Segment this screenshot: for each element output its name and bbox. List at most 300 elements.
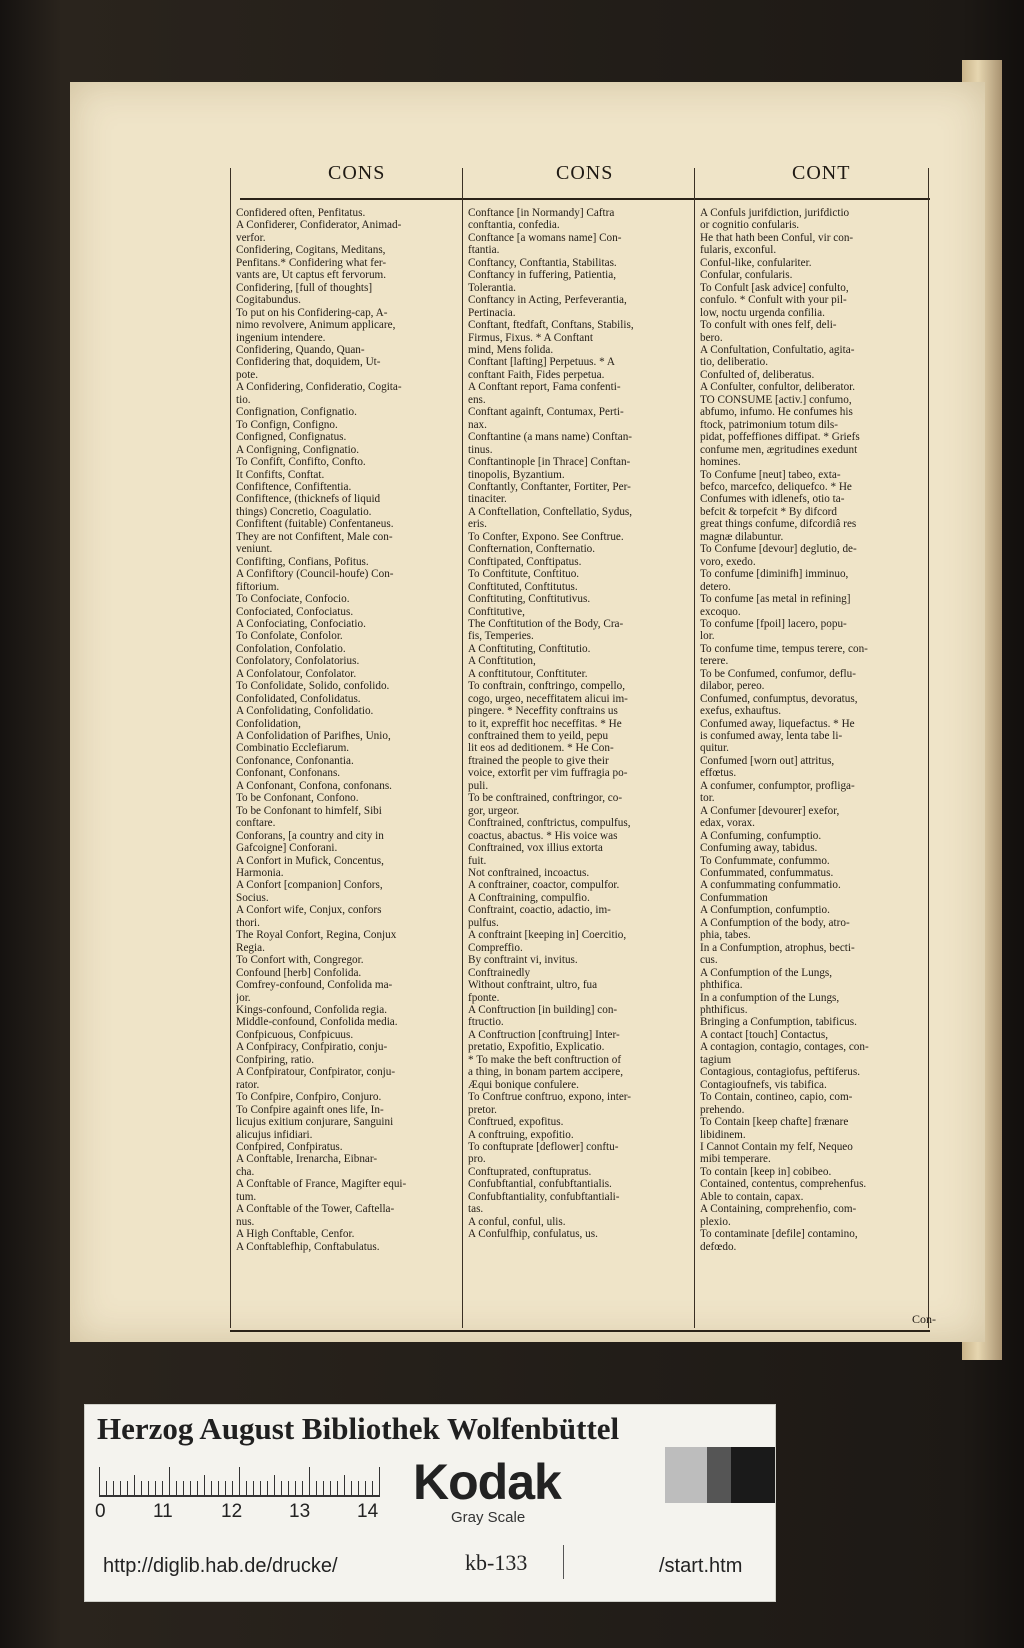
ruler-tick bbox=[323, 1481, 324, 1497]
dictionary-entry-line: To confume time, tempus terere, con- bbox=[700, 642, 868, 655]
dictionary-entry-line: Conftancy in Acting, Perfeverantia, bbox=[468, 294, 627, 307]
dictionary-entry-line: phia, tabes. bbox=[700, 929, 751, 942]
dictionary-entry-line: A Conftraining, compulfio. bbox=[468, 891, 590, 904]
dictionary-column-3 bbox=[700, 207, 924, 1327]
dictionary-entry-line: gor, urgeor. bbox=[468, 804, 520, 817]
dictionary-entry-line: tio. bbox=[236, 393, 251, 406]
ruler-tick bbox=[365, 1481, 366, 1497]
dictionary-entry-line: nimo revolvere, Animum applicare, bbox=[236, 319, 396, 332]
dictionary-entry-line: pretatio, Expofitio, Explicatio. bbox=[468, 1041, 605, 1054]
dictionary-entry-line: Conftancy in fuffering, Patientia, bbox=[468, 269, 616, 282]
dictionary-entry-line: Firmus, Fixus. * A Conftant bbox=[468, 331, 593, 344]
dictionary-entry-line: Compreffio. bbox=[468, 941, 523, 954]
dictionary-entry-line: Confociated, Confociatus. bbox=[236, 605, 354, 618]
dictionary-entry-line: A Confonant, Confona, confonans. bbox=[236, 779, 392, 792]
dictionary-entry-line: fuit. bbox=[468, 854, 487, 867]
dictionary-entry-line: To Confult [ask advice] confulto, bbox=[700, 281, 849, 294]
dictionary-entry-line: Confolation, Confolatio. bbox=[236, 642, 346, 655]
dictionary-entry-line: exefus, exhauftus. bbox=[700, 705, 782, 718]
dictionary-entry-line: Confubftantiality, confubftantiali- bbox=[468, 1190, 620, 1203]
dictionary-entry-line: To be Confonant, Confono. bbox=[236, 792, 359, 805]
dictionary-entry-line: defœdo. bbox=[700, 1240, 737, 1253]
dictionary-entry-line: A Confumption of the Lungs, bbox=[700, 966, 833, 979]
scale-number: 13 bbox=[289, 1501, 311, 1522]
ruler-tick bbox=[267, 1481, 268, 1497]
dictionary-entry-line: A Confulfhip, confulatus, us. bbox=[468, 1228, 598, 1241]
dictionary-entry-line: Conful-like, confulariter. bbox=[700, 256, 812, 269]
dictionary-entry-line: prehendo. bbox=[700, 1103, 745, 1116]
dictionary-entry-line: homines. bbox=[700, 456, 741, 469]
ruler-tick bbox=[358, 1481, 359, 1497]
dictionary-entry-line: A Conftellation, Conftellatio, Sydus, bbox=[468, 505, 633, 518]
dictionary-entry-line: To be conftrained, conftringor, co- bbox=[468, 792, 623, 805]
dictionary-entry-line: Confolidated, Confolidatus. bbox=[236, 692, 361, 705]
dictionary-entry-line: a thing, in bonam partem accipere, bbox=[468, 1066, 624, 1079]
dictionary-entry-line: Confumed [worn out] attritus, bbox=[700, 754, 835, 767]
dictionary-entry-line: Confternation, Confternatio. bbox=[468, 543, 596, 556]
dictionary-entry-line: Confidered often, Penfitatus. bbox=[236, 207, 366, 219]
dictionary-entry-line: great things confume, difcordiâ res bbox=[700, 518, 857, 531]
dictionary-entry-line: A Confumption of the body, atro- bbox=[700, 916, 850, 929]
dictionary-entry-line: things) Concretio, Coagulatio. bbox=[236, 505, 372, 518]
dictionary-entry-line: Middle-confound, Confolida media. bbox=[236, 1016, 398, 1029]
dictionary-entry-line: Not conftrained, incoactus. bbox=[468, 867, 590, 880]
dictionary-entry-line: Confolatory, Confolatorius. bbox=[236, 655, 360, 668]
dictionary-entry-line: Gafcoigne] Conforani. bbox=[236, 842, 338, 855]
dictionary-entry-line: conftare. bbox=[236, 817, 276, 830]
dictionary-entry-line: puli. bbox=[468, 779, 489, 792]
dictionary-entry-line: tum. bbox=[236, 1190, 257, 1203]
dictionary-entry-line: A Confulter, confultor, deliberator. bbox=[700, 381, 856, 394]
dictionary-entry-line: To confume [fpoil] lacero, popu- bbox=[700, 617, 847, 630]
dictionary-entry-line: In a Confumption, atrophus, becti- bbox=[700, 941, 855, 954]
dictionary-entry-line: Confonance, Confonantia. bbox=[236, 754, 354, 767]
dictionary-entry-line: Confummated, confummatus. bbox=[700, 867, 834, 880]
dictionary-entry-line: Confular, confularis. bbox=[700, 269, 793, 282]
dictionary-entry-line: A Confpiratour, Confpirator, conju- bbox=[236, 1066, 396, 1079]
dictionary-entry-line: By conftraint vi, invitus. bbox=[468, 954, 578, 967]
dictionary-entry-line: Conftituting, Conftitutivus. bbox=[468, 593, 591, 606]
dictionary-entry-line: Contained, contentus, comprehenfus. bbox=[700, 1178, 867, 1191]
dictionary-entry-line: lor. bbox=[700, 630, 715, 643]
ruler-tick bbox=[141, 1481, 142, 1497]
dictionary-entry-line: A Confpiracy, Confpiratio, conju- bbox=[236, 1041, 388, 1054]
dictionary-entry-line: Æqui bonique confulere. bbox=[468, 1078, 579, 1091]
dictionary-entry-line: abfumo, infumo. He confumes his bbox=[700, 406, 853, 419]
dictionary-entry-line: To Confolate, Confolor. bbox=[236, 630, 343, 643]
dictionary-entry-line: They are not Confiftent, Male con- bbox=[236, 530, 393, 543]
dictionary-entry-line: voice, extorfit per vim fuffragia po- bbox=[468, 767, 628, 780]
dictionary-entry-line: dilabor, pereo. bbox=[700, 680, 765, 693]
dictionary-entry-line: In a confumption of the Lungs, bbox=[700, 991, 840, 1004]
dictionary-entry-line: He that hath been Conful, vir con- bbox=[700, 231, 854, 244]
dictionary-entry-line: pidat, poffeffiones diffipat. * Griefs bbox=[700, 431, 860, 444]
dictionary-entry-line: To contaminate [defile] contamino, bbox=[700, 1228, 858, 1241]
dictionary-entry-line: To put on his Confidering-cap, A- bbox=[236, 306, 388, 319]
ruler-tick bbox=[309, 1467, 310, 1497]
dictionary-entry-line: tas. bbox=[468, 1203, 484, 1216]
dictionary-entry-line: A confummating confummatio. bbox=[700, 879, 841, 892]
dictionary-entry-line: low, noctu urgenda confilia. bbox=[700, 306, 825, 319]
ruler-tick bbox=[246, 1481, 247, 1497]
dictionary-entry-line: Able to contain, capax. bbox=[700, 1190, 804, 1203]
dictionary-entry-line: conftant Faith, Fides perpetua. bbox=[468, 368, 605, 381]
dictionary-entry-line: A Confolidation of Parifhes, Unio, bbox=[236, 730, 391, 743]
dictionary-entry-line: To Contain [keep chafte] frænare bbox=[700, 1116, 849, 1129]
dictionary-entry-line: Configned, Confignatus. bbox=[236, 431, 347, 444]
dictionary-entry-line: Conftant, ftedfaft, Conftans, Stabilis, bbox=[468, 319, 634, 332]
ruler-tick bbox=[337, 1481, 338, 1497]
dictionary-entry-line: A conftruing, expofitio. bbox=[468, 1128, 574, 1141]
ruler-tick bbox=[239, 1467, 240, 1497]
dictionary-entry-line: A High Conftable, Cenfor. bbox=[236, 1228, 355, 1241]
dictionary-entry-line: A Confumption, confumptio. bbox=[700, 904, 830, 917]
dictionary-entry-line: A conftitutour, Conftituter. bbox=[468, 667, 588, 680]
dictionary-entry-line: The Royal Confort, Regina, Conjux bbox=[236, 929, 397, 942]
dictionary-entry-line: Socius. bbox=[236, 891, 269, 904]
dictionary-entry-line: To be Confonant to himfelf, Sibi bbox=[236, 804, 382, 817]
dictionary-entry-line: Conftantly, Conftanter, Fortiter, Per- bbox=[468, 480, 631, 493]
dictionary-entry-line: Confidering, Cogitans, Meditans, bbox=[236, 244, 386, 257]
dictionary-entry-line: tio, deliberatio. bbox=[700, 356, 769, 369]
dictionary-entry-line: To confult with ones felf, deli- bbox=[700, 319, 837, 332]
dictionary-entry-line: fponte. bbox=[468, 991, 500, 1004]
dictionary-entry-line: Bringing a Confumption, tabificus. bbox=[700, 1016, 857, 1029]
dictionary-entry-line: To Confter, Expono. See Conftrue. bbox=[468, 530, 624, 543]
dictionary-entry-line: Confignation, Confignatio. bbox=[236, 406, 357, 419]
dictionary-entry-line: To contain [keep in] cobibeo. bbox=[700, 1165, 832, 1178]
ruler-tick bbox=[225, 1481, 226, 1497]
dictionary-entry-line: A contact [touch] Contactus, bbox=[700, 1028, 829, 1041]
dictionary-entry-line: To Confolidate, Solido, confolido. bbox=[236, 680, 390, 693]
dictionary-entry-line: befco, marcefco, deliquefco. * He bbox=[700, 480, 852, 493]
dictionary-entry-line: eris. bbox=[468, 518, 487, 531]
ruler-tick bbox=[330, 1481, 331, 1497]
dictionary-entry-line: pretor. bbox=[468, 1103, 497, 1116]
dictionary-entry-line: mibi temperare. bbox=[700, 1153, 771, 1166]
dictionary-entry-line: pro. bbox=[468, 1153, 486, 1166]
dictionary-entry-line: excoquo. bbox=[700, 605, 741, 618]
dictionary-entry-line: Conftantine (a mans name) Conftan- bbox=[468, 431, 633, 444]
dictionary-entry-line: A Conftruction [conftruing] Inter- bbox=[468, 1028, 620, 1041]
dictionary-entry-line: voro, exedo. bbox=[700, 555, 756, 568]
dictionary-entry-line: A Conftant report, Fama confenti- bbox=[468, 381, 621, 394]
dictionary-entry-line: lit eos ad deditionem. * He Con- bbox=[468, 742, 614, 755]
dictionary-entry-line: A contagion, contagio, contages, con- bbox=[700, 1041, 869, 1054]
dictionary-entry-line: A Confiftory (Council-houfe) Con- bbox=[236, 568, 394, 581]
ruler-tick bbox=[316, 1481, 317, 1497]
dictionary-entry-line: A Conftruction [in building] con- bbox=[468, 1004, 618, 1016]
dictionary-entry-line: Cogitabundus. bbox=[236, 294, 301, 307]
scale-number: 0 bbox=[95, 1501, 106, 1522]
dictionary-entry-line: Conftipated, Conftipatus. bbox=[468, 555, 582, 568]
dictionary-entry-line: Without conftraint, ultro, fua bbox=[468, 979, 598, 992]
dictionary-entry-line: Conftancy, Conftantia, Stabilitas. bbox=[468, 256, 617, 269]
dictionary-entry-line: Pertinacia. bbox=[468, 306, 516, 319]
running-head-right: CONT bbox=[792, 162, 851, 184]
dictionary-entry-line: The Conftitution of the Body, Cra- bbox=[468, 617, 624, 630]
dictionary-entry-line: jor. bbox=[236, 991, 251, 1004]
dictionary-entry-line: conftrained them to yeild, pepu bbox=[468, 730, 609, 743]
dictionary-entry-line: A Confociating, Confociatio. bbox=[236, 617, 366, 630]
dictionary-entry-line: verfor. bbox=[236, 231, 266, 244]
dictionary-entry-line: To Confign, Configno. bbox=[236, 418, 338, 431]
ruler-tick bbox=[288, 1481, 289, 1497]
dictionary-entry-line: Confiftent (fuitable) Confentaneus. bbox=[236, 518, 394, 531]
dictionary-entry-line: Conftuprated, conftupratus. bbox=[468, 1165, 592, 1178]
dictionary-entry-line: mind, Mens folida. bbox=[468, 343, 554, 356]
ruler-tick bbox=[120, 1481, 121, 1497]
dictionary-entry-line: To Confummate, confummo. bbox=[700, 854, 830, 867]
gray-scale-label: Gray Scale bbox=[451, 1509, 526, 1526]
ruler-tick bbox=[127, 1481, 128, 1497]
column-rule-2 bbox=[694, 168, 695, 1328]
ruler-tick bbox=[169, 1467, 170, 1497]
dictionary-entry-line: conftantia, confedia. bbox=[468, 219, 560, 232]
dictionary-entry-line: To confume [as metal in refining] bbox=[700, 593, 851, 606]
dictionary-entry-line: A Confidering, Confideratio, Cogita- bbox=[236, 381, 402, 394]
dictionary-entry-line: A Confultation, Confultatio, agita- bbox=[700, 343, 855, 356]
dictionary-entry-line: Confumes with idlenefs, otio ta- bbox=[700, 493, 845, 506]
ruler-tick bbox=[162, 1481, 163, 1497]
dictionary-entry-line: cus. bbox=[700, 954, 718, 967]
dictionary-entry-line: Conftrued, expofitus. bbox=[468, 1116, 564, 1129]
dictionary-entry-line: rator. bbox=[236, 1078, 260, 1091]
shelf-separator bbox=[563, 1545, 564, 1579]
dictionary-entry-line: * To make the beft conftruction of bbox=[468, 1053, 622, 1066]
column-rule-right bbox=[928, 168, 929, 1328]
scale-number: 14 bbox=[357, 1501, 379, 1522]
dictionary-entry-line: edax, vorax. bbox=[700, 817, 755, 830]
dictionary-entry-line: Confidering, [full of thoughts] bbox=[236, 281, 373, 294]
dictionary-entry-line: To Confort with, Congregor. bbox=[236, 954, 364, 967]
dictionary-column-1 bbox=[236, 207, 460, 1327]
dictionary-entry-line: thori. bbox=[236, 916, 260, 929]
ruler-tick bbox=[99, 1467, 100, 1497]
dictionary-entry-line: Conftant [lafting] Perpetuus. * A bbox=[468, 356, 615, 369]
ruler-tick bbox=[176, 1481, 177, 1497]
dictionary-entry-line: Confound [herb] Confolida. bbox=[236, 966, 362, 979]
dictionary-entry-line: A Confolidating, Confolidatio. bbox=[236, 705, 374, 718]
dictionary-entry-line: phthificus. bbox=[700, 1004, 748, 1016]
ruler-tick bbox=[232, 1481, 233, 1497]
dictionary-entry-line: To Confociate, Confocio. bbox=[236, 593, 350, 606]
dictionary-entry-line: detero. bbox=[700, 580, 731, 593]
dictionary-entry-line: Confidering that, doquidem, Ut- bbox=[236, 356, 381, 369]
ruler-tick bbox=[344, 1475, 345, 1497]
column-rule-1 bbox=[462, 168, 463, 1328]
dictionary-entry-line: Confolidation, bbox=[236, 717, 301, 730]
ruler-tick bbox=[302, 1481, 303, 1497]
dictionary-entry-line: Confonant, Confonans. bbox=[236, 767, 341, 780]
dictionary-entry-line: Confubftantial, confubftantialis. bbox=[468, 1178, 612, 1191]
ruler-tick bbox=[155, 1481, 156, 1497]
url-left: http://diglib.hab.de/drucke/ bbox=[103, 1555, 338, 1577]
dictionary-entry-line: ftrained the people to give their bbox=[468, 754, 609, 767]
dictionary-entry-line: confume men, ægritudines exedunt bbox=[700, 443, 858, 456]
scale-number: 12 bbox=[221, 1501, 243, 1522]
bottom-rule bbox=[230, 1330, 930, 1332]
running-head-left: CONS bbox=[328, 162, 386, 184]
dictionary-entry-line: To confume [diminifh] imminuo, bbox=[700, 568, 849, 581]
dictionary-entry-line: A Conftable of the Tower, Caftella- bbox=[236, 1203, 395, 1216]
dictionary-entry-line: Comfrey-confound, Confolida ma- bbox=[236, 979, 393, 992]
dictionary-entry-line: To Confume [devour] deglutio, de- bbox=[700, 543, 857, 556]
catchword: Con- bbox=[912, 1312, 936, 1326]
ruler-tick bbox=[281, 1481, 282, 1497]
dictionary-entry-line: ftantia. bbox=[468, 244, 500, 257]
dictionary-entry-line: Conftitutive, bbox=[468, 605, 525, 618]
dictionary-entry-line: effœtus. bbox=[700, 767, 737, 780]
ruler-tick bbox=[372, 1481, 373, 1497]
dictionary-entry-line: Conftance [a womans name] Con- bbox=[468, 231, 622, 244]
dictionary-entry-line: Conftrained, vox illius extorta bbox=[468, 842, 603, 855]
dictionary-entry-line: cha. bbox=[236, 1165, 255, 1178]
ruler-tick bbox=[197, 1481, 198, 1497]
dictionary-entry-line: Penfitans.* Confidering what fer- bbox=[236, 256, 387, 269]
dictionary-entry-line: Conftituted, Conftitutus. bbox=[468, 580, 578, 593]
dictionary-entry-line: Conftance [in Normandy] Caftra bbox=[468, 207, 615, 219]
dictionary-entry-line: terere. bbox=[700, 655, 729, 668]
ruler-tick bbox=[295, 1481, 296, 1497]
dictionary-entry-line: A Confort [companion] Confors, bbox=[236, 879, 383, 892]
dictionary-entry-line: Conftrained, conftrictus, compulfus, bbox=[468, 817, 631, 830]
dictionary-entry-line: Confumed away, liquefactus. * He bbox=[700, 717, 855, 730]
dictionary-entry-line: Conftant againft, Contumax, Perti- bbox=[468, 406, 624, 419]
dictionary-entry-line: Confpicuous, Confpicuus. bbox=[236, 1028, 354, 1041]
gray-swatch-light bbox=[665, 1447, 707, 1503]
scale-ruler bbox=[99, 1463, 379, 1497]
dictionary-entry-line: licujus exitium conjurare, Sanguini bbox=[236, 1116, 394, 1129]
dictionary-entry-line: pote. bbox=[236, 368, 259, 381]
dictionary-entry-line: to it, expreffit hoc neceffitas. * He bbox=[468, 717, 622, 730]
dictionary-entry-line: Confifting, Confians, Pofitus. bbox=[236, 555, 369, 568]
dictionary-entry-line: A Conftable of France, Magifter equi- bbox=[236, 1178, 407, 1191]
gray-swatch-dark bbox=[731, 1447, 775, 1503]
dictionary-entry-line: ftructio. bbox=[468, 1016, 504, 1029]
dictionary-entry-line: phthifica. bbox=[700, 979, 743, 992]
dictionary-entry-line: pulfus. bbox=[468, 916, 499, 929]
dictionary-entry-line: Confulted of, deliberatus. bbox=[700, 368, 815, 381]
dictionary-entry-line: quitur. bbox=[700, 742, 729, 755]
dictionary-entry-line: libidinem. bbox=[700, 1128, 746, 1141]
dictionary-entry-line: I Cannot Contain my felf, Nequeo bbox=[700, 1140, 853, 1153]
dictionary-entry-line: A conftraint [keeping in] Coercitio, bbox=[468, 929, 627, 942]
ruler-tick bbox=[379, 1467, 380, 1497]
dictionary-entry-line: fularis, exconful. bbox=[700, 244, 777, 257]
dictionary-entry-line: Contagioufnefs, vis tabifica. bbox=[700, 1078, 827, 1091]
dictionary-entry-line: Harmonia. bbox=[236, 867, 284, 880]
dictionary-entry-line: tor. bbox=[700, 792, 715, 805]
dictionary-entry-line: To Conftrue conftruo, expono, inter- bbox=[468, 1091, 632, 1104]
dictionary-entry-line: Conftraint, coactio, adactio, im- bbox=[468, 904, 611, 917]
ruler-tick bbox=[204, 1475, 205, 1497]
dictionary-column-2 bbox=[468, 207, 692, 1327]
dictionary-entry-line: A Configning, Confignatio. bbox=[236, 443, 360, 456]
dictionary-entry-line: or cognitio confularis. bbox=[700, 219, 800, 232]
dictionary-entry-line: A Confolatour, Confolator. bbox=[236, 667, 357, 680]
dictionary-entry-line: nax. bbox=[468, 418, 487, 431]
dictionary-entry-line: plexio. bbox=[700, 1215, 731, 1228]
dictionary-entry-line: To Confpire, Confpiro, Conjuro. bbox=[236, 1091, 382, 1104]
ruler-tick bbox=[260, 1481, 261, 1497]
book-page bbox=[70, 82, 985, 1342]
ruler-tick bbox=[148, 1481, 149, 1497]
dictionary-entry-line: To Contain, contineo, capio, com- bbox=[700, 1091, 853, 1104]
dictionary-entry-line: Confiftence, Confiftentia. bbox=[236, 480, 352, 493]
dictionary-entry-line: A Confuming, confumptio. bbox=[700, 829, 822, 842]
ruler-tick bbox=[274, 1475, 275, 1497]
dictionary-entry-line: Confpired, Confpiratus. bbox=[236, 1140, 343, 1153]
ruler-tick bbox=[218, 1481, 219, 1497]
dictionary-entry-line: Conforans, [a country and city in bbox=[236, 829, 384, 842]
dictionary-entry-line: vants are, Ut captus eft fervorum. bbox=[236, 269, 387, 282]
dictionary-entry-line: Kings-confound, Confolida regia. bbox=[236, 1004, 387, 1016]
dictionary-entry-line: bero. bbox=[700, 331, 723, 344]
dictionary-entry-line: A conful, conful, ulis. bbox=[468, 1215, 566, 1228]
dictionary-entry-line: Confpiring, ratio. bbox=[236, 1053, 314, 1066]
dictionary-entry-line: tagium bbox=[700, 1053, 732, 1066]
scale-number: 11 bbox=[153, 1501, 173, 1522]
ruler-tick bbox=[253, 1481, 254, 1497]
dictionary-entry-line: A Confumer [devourer] exefor, bbox=[700, 804, 840, 817]
ruler-tick bbox=[211, 1481, 212, 1497]
dictionary-entry-line: Contagious, contagiofus, peftiferus. bbox=[700, 1066, 861, 1079]
dictionary-entry-line: alicujus infidiari. bbox=[236, 1128, 313, 1141]
dictionary-entry-line: TO CONSUME [activ.] confumo, bbox=[700, 393, 852, 406]
url-right: /start.htm bbox=[659, 1555, 743, 1577]
dictionary-entry-line: A Conftitution, bbox=[468, 655, 536, 668]
dictionary-entry-line: It Confifts, Conftat. bbox=[236, 468, 325, 481]
dictionary-entry-line: ens. bbox=[468, 393, 486, 406]
library-name: Herzog August Bibliothek Wolfenbüttel bbox=[97, 1411, 620, 1446]
dictionary-entry-line: Regia. bbox=[236, 941, 265, 954]
ruler-tick bbox=[106, 1481, 107, 1497]
dictionary-entry-line: Conftrainedly bbox=[468, 966, 531, 979]
dictionary-entry-line: fiftorium. bbox=[236, 580, 280, 593]
kodak-logo: Kodak bbox=[413, 1454, 561, 1510]
dictionary-entry-line: cogo, urgeo, neceffitatem alicui im- bbox=[468, 692, 628, 705]
dictionary-entry-line: tinopolis, Byzantium. bbox=[468, 468, 565, 481]
target-card bbox=[84, 1404, 776, 1602]
dictionary-entry-line: A Conftituting, Conftitutio. bbox=[468, 642, 591, 655]
dictionary-entry-line: Tolerantia. bbox=[468, 281, 516, 294]
ruler-tick bbox=[134, 1475, 135, 1497]
ruler-tick bbox=[113, 1481, 114, 1497]
dictionary-entry-line: A Confuls jurifdiction, jurifdictio bbox=[700, 207, 850, 219]
dictionary-entry-line: To conftuprate [deflower] conftu- bbox=[468, 1140, 619, 1153]
ruler-tick bbox=[351, 1481, 352, 1497]
dictionary-entry-line: ingenium intendere. bbox=[236, 331, 326, 344]
dictionary-entry-line: A Confort in Mufick, Concentus, bbox=[236, 854, 384, 867]
dictionary-entry-line: To Conftitute, Conftituo. bbox=[468, 568, 580, 581]
dictionary-entry-line: ftock, patrimonium totum dils- bbox=[700, 418, 838, 431]
dictionary-entry-line: nus. bbox=[236, 1215, 255, 1228]
dictionary-entry-line: pingere. * Neceffity conftrains us bbox=[468, 705, 618, 718]
shelf-mark: kb-133 bbox=[465, 1550, 528, 1575]
dictionary-entry-line: is confumed away, lenta tabe li- bbox=[700, 730, 843, 743]
dictionary-entry-line: To Confift, Confifto, Confto. bbox=[236, 456, 366, 469]
dictionary-entry-line: confulo. * Confult with your pil- bbox=[700, 294, 847, 307]
dictionary-entry-line: magnæ dilabuntur. bbox=[700, 530, 784, 543]
dictionary-entry-line: Confuming away, tabidus. bbox=[700, 842, 818, 855]
dictionary-entry-line: Confidering, Quando, Quan- bbox=[236, 343, 365, 356]
dictionary-entry-line: Confummation bbox=[700, 891, 768, 904]
running-head-center: CONS bbox=[556, 162, 614, 184]
dictionary-entry-line: A Conftablefhip, Conftabulatus. bbox=[236, 1240, 380, 1253]
dictionary-entry-line: A Confiderer, Confiderator, Animad- bbox=[236, 219, 402, 232]
dictionary-entry-line: coactus, abactus. * His voice was bbox=[468, 829, 618, 842]
